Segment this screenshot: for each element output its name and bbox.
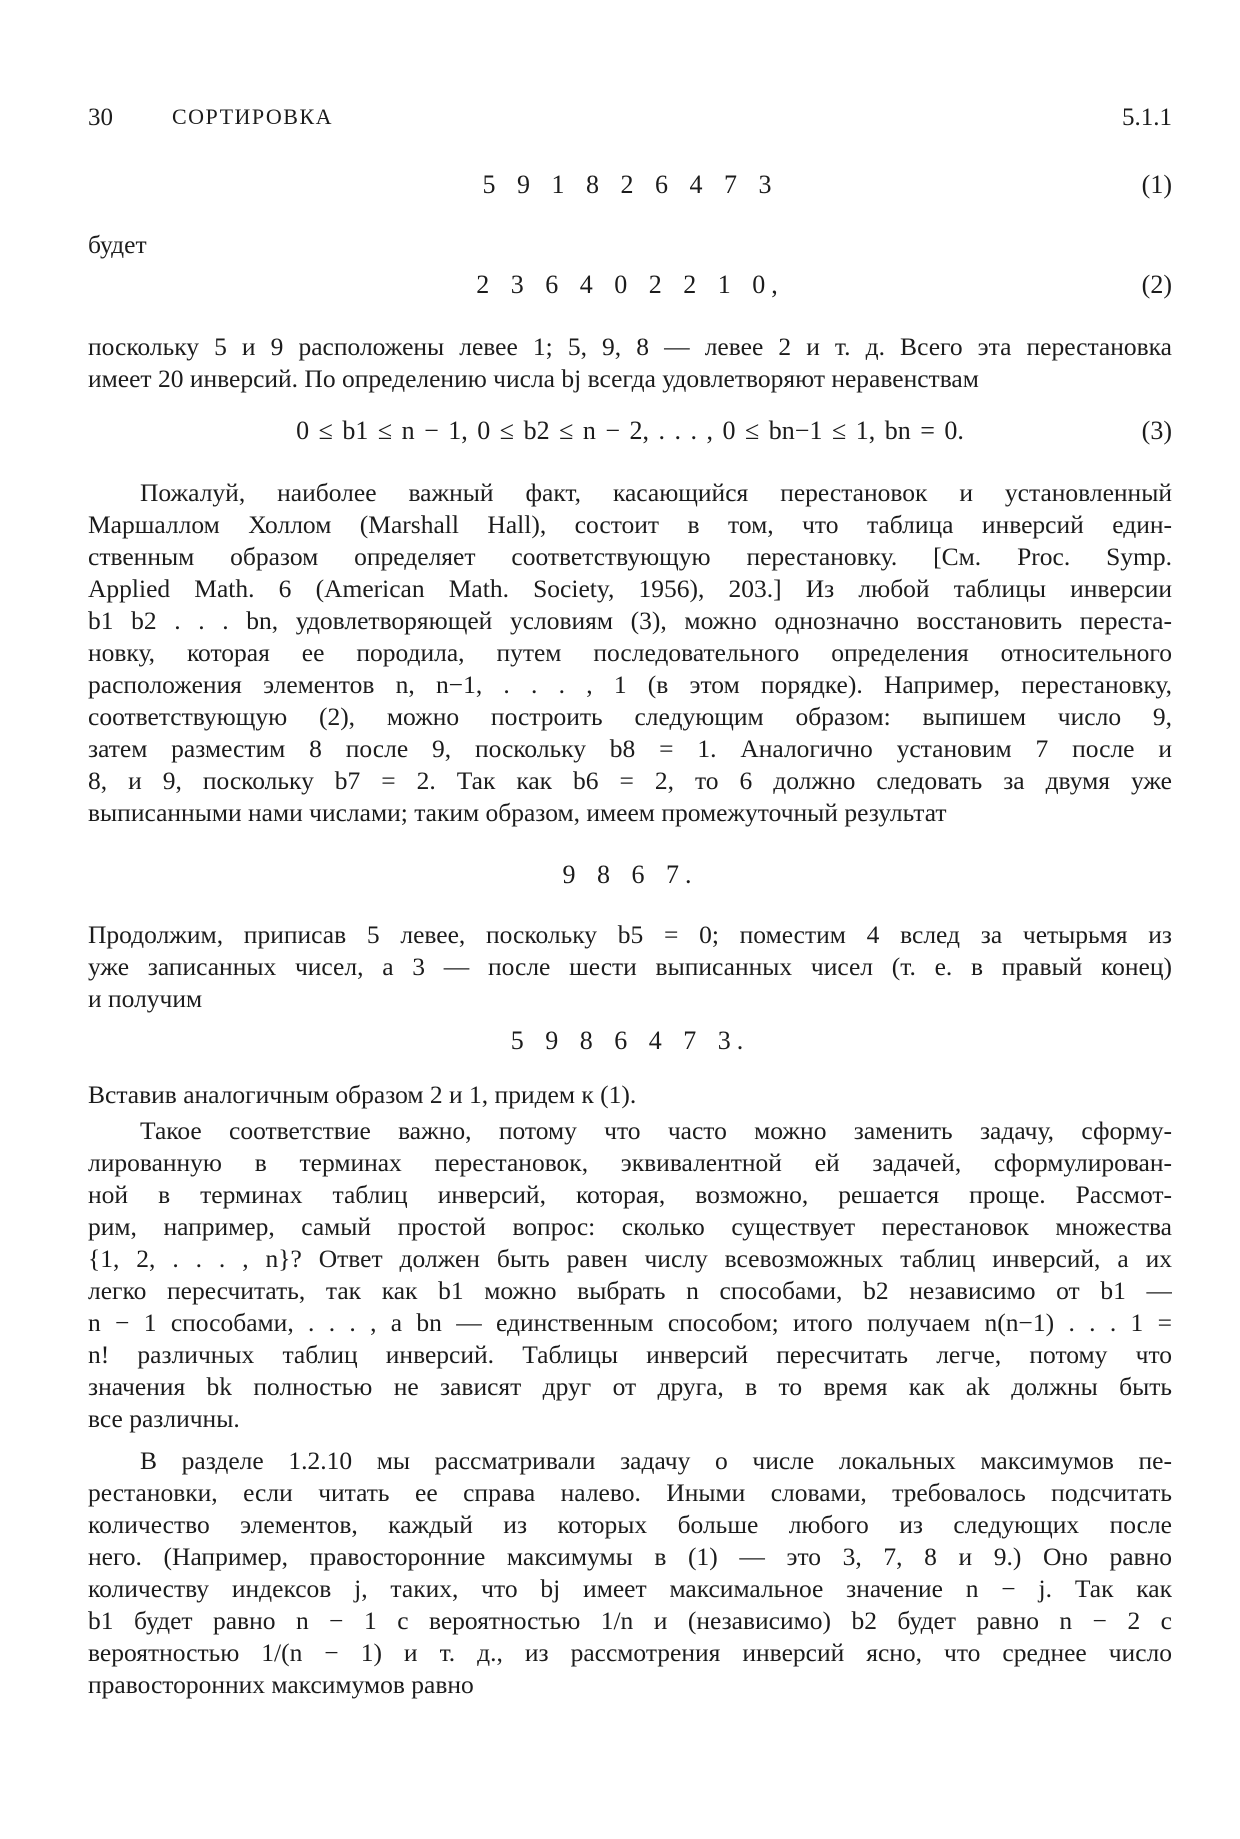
equation-3 xyxy=(88,414,1172,448)
text-line: рим, например, самый простой вопрос: сколько существует перестановок множества xyxy=(88,1212,1172,1241)
text-line: новку, которая ее породила, путем последовательного определения относительного xyxy=(88,638,1172,667)
text-line: Маршаллом Холлом (Marshall Hall), состоит в том, что таблица инверсий един- xyxy=(88,510,1172,539)
text-line: количество элементов, каждый из которых больше любого из следующих после xyxy=(88,1510,1172,1539)
equation-5-formula: 5 9 8 6 4 7 3. xyxy=(510,1026,750,1055)
text-line: вероятностью 1/(n − 1) и т. д., из рассмотрения инверсий ясно, что среднее число xyxy=(88,1638,1172,1667)
text-line: расположения элементов n, n−1, . . . , 1 (в этом порядке). Например, перестановку, xyxy=(88,670,1172,699)
text-line: Applied Math. 6 (American Math. Society, 1956), 203.] Из любой таблицы инверсии xyxy=(88,574,1172,603)
text-line: него. (Например, правосторонние максимумы в (1) — это 3, 7, 8 и 9.) Оно равно xyxy=(88,1542,1172,1571)
text-line: будет xyxy=(88,230,147,259)
text-line: В разделе 1.2.10 мы рассматривали задачу о числе локальных максимумов пе- xyxy=(140,1446,1172,1475)
text-line: соответствующую (2), можно построить следующим образом: выпишем число 9, xyxy=(88,702,1172,731)
text-line: n! различных таблиц инверсий. Таблицы инверсий пересчитать легче, потому что xyxy=(88,1340,1172,1369)
text-line: количеству индексов j, таких, что bj имеет максимальное значение n − j. Так как xyxy=(88,1574,1172,1603)
text-line: Пожалуй, наиболее важный факт, касающийся перестановок и установленный xyxy=(140,478,1172,507)
text-line: легко пересчитать, так как b1 можно выбрать n способами, b2 независимо от b1 — xyxy=(88,1276,1172,1305)
running-header xyxy=(88,104,1172,140)
equation-4 xyxy=(88,858,1172,892)
text-line: ной в терминах таблиц инверсий, которая, возможно, решается проще. Рассмот- xyxy=(88,1180,1172,1209)
text-line: и получим xyxy=(88,984,203,1013)
text-line: Продолжим, приписав 5 левее, поскольку b5 = 0; поместим 4 вслед за четырьмя из xyxy=(88,920,1172,949)
text-line: лированную в терминах перестановок, эквивалентной ей задачей, сформулирован- xyxy=(88,1148,1172,1177)
equation-5 xyxy=(88,1024,1172,1058)
text-line: Такое соответствие важно, потому что часто можно заменить задачу, сформу- xyxy=(140,1116,1172,1145)
section-number: 5.1.1 xyxy=(1122,104,1172,131)
text-line: все различны. xyxy=(88,1404,240,1433)
text-line: n − 1 способами, . . . , а bn — единственным способом; итого получаем n(n−1) . . . 1 = xyxy=(88,1308,1172,1337)
text-line: b1 b2 . . . bn, удовлетворяющей условиям (3), можно однозначно восстановить переста- xyxy=(88,606,1172,635)
text-line: затем разместим 8 после 9, поскольку b8 = 1. Аналогично установим 7 после и xyxy=(88,734,1172,763)
equation-1-formula: 5 9 1 8 2 6 4 7 3 xyxy=(482,170,778,199)
text-line: b1 будет равно n − 1 с вероятностью 1/n и (независимо) b2 будет равно n − 2 с xyxy=(88,1606,1172,1635)
text-line: рестановки, если читать ее справа налево. Иными словами, требовалось подсчитать xyxy=(88,1478,1172,1507)
equation-4-formula: 9 8 6 7. xyxy=(562,860,698,889)
text-line: значения bk полностью не зависят друг от друга, в то время как ak должны быть xyxy=(88,1372,1172,1401)
equation-3-number: (3) xyxy=(1141,416,1172,445)
text-line: имеет 20 инверсий. По определению числа bj всегда удовлетворяют неравенствам xyxy=(88,364,979,393)
equation-2-formula: 2 3 6 4 0 2 2 1 0, xyxy=(476,270,784,299)
equation-1 xyxy=(88,168,1172,202)
text-line: 8, и 9, поскольку b7 = 2. Так как b6 = 2, то 6 должно следовать за двумя уже xyxy=(88,766,1172,795)
equation-3-formula: 0 ≤ b1 ≤ n − 1, 0 ≤ b2 ≤ n − 2, . . . , 0 ≤ bn−1 ≤ 1, bn = 0. xyxy=(296,416,964,445)
page-number: 30 xyxy=(88,104,113,131)
equation-1-number: (1) xyxy=(1141,170,1172,199)
text-line: правосторонних максимумов равно xyxy=(88,1670,474,1699)
text-line: выписанными нами числами; таким образом, имеем промежуточный результат xyxy=(88,798,947,827)
text-line: Вставив аналогичным образом 2 и 1, придем к (1). xyxy=(88,1080,637,1109)
text-line: ственным образом определяет соответствующую перестановку. [См. Proc. Symp. xyxy=(88,542,1172,571)
chapter-title: СОРТИРОВКА xyxy=(172,104,334,129)
equation-2 xyxy=(88,268,1172,302)
text-line: уже записанных чисел, а 3 — после шести выписанных чисел (т. е. в правый конец) xyxy=(88,952,1172,981)
text-line: {1, 2, . . . , n}? Ответ должен быть равен числу всевозможных таблиц инверсий, а их xyxy=(88,1244,1172,1273)
equation-2-number: (2) xyxy=(1141,270,1172,299)
text-line: поскольку 5 и 9 расположены левее 1; 5, 9, 8 — левее 2 и т. д. Всего эта перестановка xyxy=(88,332,1172,361)
